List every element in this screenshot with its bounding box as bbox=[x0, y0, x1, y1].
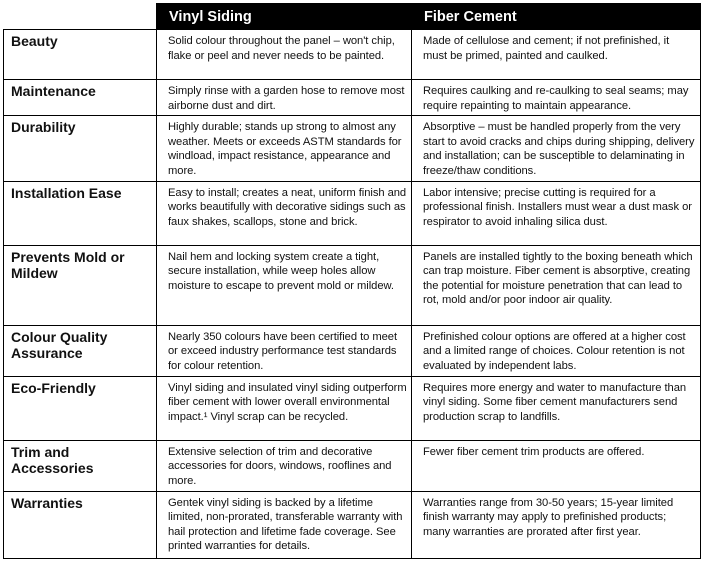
vinyl-cell: Vinyl siding and insulated vinyl siding outperform fiber cement with lower overall environmental impact.¹ Vinyl scrap can be recycled. bbox=[157, 376, 412, 440]
vinyl-cell: Gentek vinyl siding is backed by a lifetime limited, non-prorated, transferable warranty with hail protection and lifetime fade coverage. See printed warranties for details. bbox=[157, 491, 412, 558]
fiber-cell: Fewer fiber cement trim products are offered. bbox=[412, 440, 701, 491]
header-blank-cell bbox=[4, 4, 157, 30]
table-row bbox=[4, 440, 701, 491]
category-cell: Warranties bbox=[4, 491, 157, 558]
table-row bbox=[4, 491, 701, 558]
fiber-cell: Requires caulking and re-caulking to seal seams; may require repainting to maintain appearance. bbox=[412, 80, 701, 116]
table-row bbox=[4, 80, 701, 116]
category-cell: Maintenance bbox=[4, 80, 157, 116]
table-row bbox=[4, 376, 701, 440]
header-fiber-cement: Fiber Cement bbox=[412, 4, 701, 30]
category-cell: Prevents Mold or Mildew bbox=[4, 245, 157, 325]
vinyl-cell: Nail hem and locking system create a tight, secure installation, while weep holes allow moisture to escape to prevent mold or mildew. bbox=[157, 245, 412, 325]
table-row bbox=[4, 116, 701, 181]
fiber-cell: Absorptive – must be handled properly from the very start to avoid cracks and chips during shipping, delivery and installation; can be susceptible to delaminating in freeze/thaw conditions. bbox=[412, 116, 701, 181]
fiber-cell: Labor intensive; precise cutting is required for a professional finish. Installers must wear a dust mask or respirator to avoid inhaling silica dust. bbox=[412, 181, 701, 245]
vinyl-cell: Simply rinse with a garden hose to remove most airborne dust and dirt. bbox=[157, 80, 412, 116]
vinyl-cell: Highly durable; stands up strong to almost any weather. Meets or exceeds ASTM standards for windload, impact resistance, appearance and more. bbox=[157, 116, 412, 181]
table-row bbox=[4, 245, 701, 325]
vinyl-cell: Easy to install; creates a neat, uniform finish and works beautifully with decorative sidings such as faux shakes, scallops, stone and brick. bbox=[157, 181, 412, 245]
comparison-table-container bbox=[3, 3, 700, 569]
category-cell: Durability bbox=[4, 116, 157, 181]
fiber-cell: Prefinished colour options are offered at a higher cost and a limited range of choices. Colour retention is not evaluated by independent labs. bbox=[412, 325, 701, 376]
category-cell: Beauty bbox=[4, 30, 157, 80]
fiber-cell: Warranties range from 30-50 years; 15-year limited finish warranty may apply to prefinished products; many warranties are prorated after first year. bbox=[412, 491, 701, 558]
category-cell: Trim and Accessories bbox=[4, 440, 157, 491]
fiber-cell: Panels are installed tightly to the boxing beneath which can trap moisture. Fiber cement is absorptive, creating the potential for moisture penetration that can lead to rot, mold and/or poor indoor air quality. bbox=[412, 245, 701, 325]
header-row bbox=[4, 4, 701, 30]
category-cell: Colour Quality Assurance bbox=[4, 325, 157, 376]
category-cell: Installation Ease bbox=[4, 181, 157, 245]
fiber-cell: Made of cellulose and cement; if not prefinished, it must be primed, painted and caulked. bbox=[412, 30, 701, 80]
vinyl-cell: Extensive selection of trim and decorative accessories for doors, windows, rooflines and more. bbox=[157, 440, 412, 491]
table-row bbox=[4, 181, 701, 245]
category-cell: Eco-Friendly bbox=[4, 376, 157, 440]
vinyl-cell: Solid colour throughout the panel – won't chip, flake or peel and never needs to be painted. bbox=[157, 30, 412, 80]
header-vinyl-siding: Vinyl Siding bbox=[157, 4, 412, 30]
table-row bbox=[4, 30, 701, 80]
fiber-cell: Requires more energy and water to manufacture than vinyl siding. Some fiber cement manufacturers send production scrap to landfills. bbox=[412, 376, 701, 440]
vinyl-cell: Nearly 350 colours have been certified to meet or exceed industry performance test standards for colour retention. bbox=[157, 325, 412, 376]
comparison-table bbox=[3, 3, 701, 559]
table-row bbox=[4, 325, 701, 376]
